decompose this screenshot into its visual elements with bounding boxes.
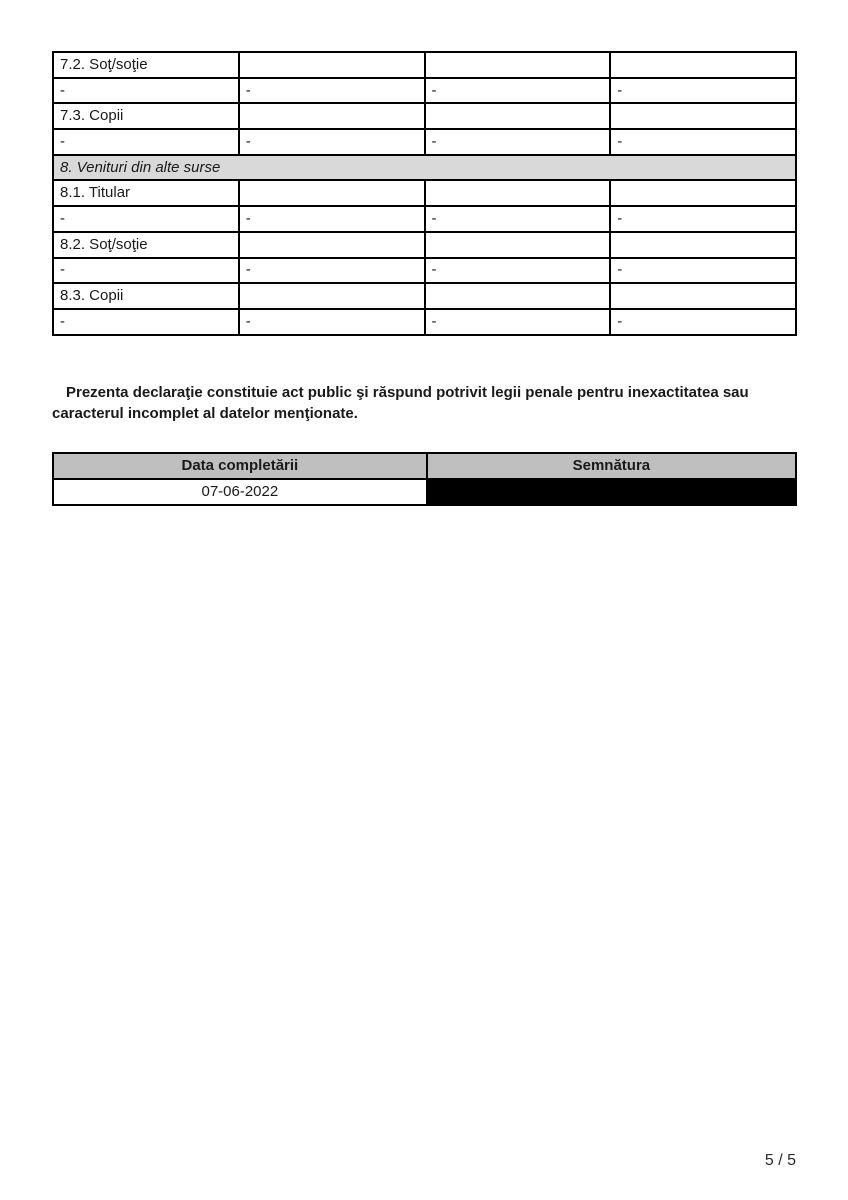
table-row <box>53 309 796 335</box>
table-cell <box>239 232 425 258</box>
table-cell: - <box>53 129 239 155</box>
table-row <box>53 232 796 258</box>
row-label-cell: 7.3. Copii <box>53 103 239 129</box>
table-row <box>53 283 796 309</box>
table-cell: - <box>425 258 611 284</box>
table-cell <box>610 103 796 129</box>
signature-table <box>52 452 797 506</box>
table-cell <box>239 283 425 309</box>
table-cell <box>425 283 611 309</box>
table-cell <box>425 232 611 258</box>
table-cell: - <box>239 78 425 104</box>
table-cell: - <box>53 309 239 335</box>
table-cell: - <box>239 309 425 335</box>
table-cell <box>425 103 611 129</box>
table-row <box>53 180 796 206</box>
table-cell <box>610 232 796 258</box>
table-cell: - <box>53 206 239 232</box>
table-cell: - <box>239 258 425 284</box>
table-cell: - <box>610 78 796 104</box>
table-cell <box>239 52 425 78</box>
income-table <box>52 51 797 336</box>
date-header-cell: Data completării <box>53 453 427 479</box>
table-cell: - <box>610 206 796 232</box>
table-row <box>53 103 796 129</box>
signature-header-cell: Semnătura <box>427 453 796 479</box>
signature-redaction <box>427 479 796 505</box>
table-cell: - <box>53 78 239 104</box>
table-cell: - <box>610 129 796 155</box>
table-cell <box>610 180 796 206</box>
row-label-cell: 8.1. Titular <box>53 180 239 206</box>
table-cell: - <box>610 258 796 284</box>
table-cell <box>239 103 425 129</box>
table-cell: - <box>425 129 611 155</box>
table-cell: - <box>425 309 611 335</box>
table-row <box>53 52 796 78</box>
section-header-row <box>53 155 796 181</box>
table-row <box>53 258 796 284</box>
table-row <box>53 129 796 155</box>
date-value-cell: 07-06-2022 <box>53 479 427 505</box>
table-cell <box>610 52 796 78</box>
table-cell <box>425 52 611 78</box>
table-cell: - <box>425 206 611 232</box>
signature-value-row <box>53 479 796 505</box>
table-cell <box>239 180 425 206</box>
table-cell: - <box>425 78 611 104</box>
section-header-cell: 8. Venituri din alte surse <box>53 155 796 181</box>
declaration-statement: Prezenta declaraţie constituie act public şi răspund potrivit legii penale pentru inexactitatea sau caracterul incomplet al datelor menţionate. <box>52 384 749 422</box>
table-cell: - <box>239 206 425 232</box>
row-label-cell: 8.3. Copii <box>53 283 239 309</box>
row-label-cell: 8.2. Soţ/soţie <box>53 232 239 258</box>
table-cell <box>425 180 611 206</box>
table-cell <box>610 283 796 309</box>
table-row <box>53 206 796 232</box>
page-number: 5 / 5 <box>764 1152 796 1169</box>
signature-header-row <box>53 453 796 479</box>
row-label-cell: 7.2. Soţ/soţie <box>53 52 239 78</box>
table-cell: - <box>610 309 796 335</box>
table-cell: - <box>53 258 239 284</box>
table-cell: - <box>239 129 425 155</box>
table-row <box>53 78 796 104</box>
